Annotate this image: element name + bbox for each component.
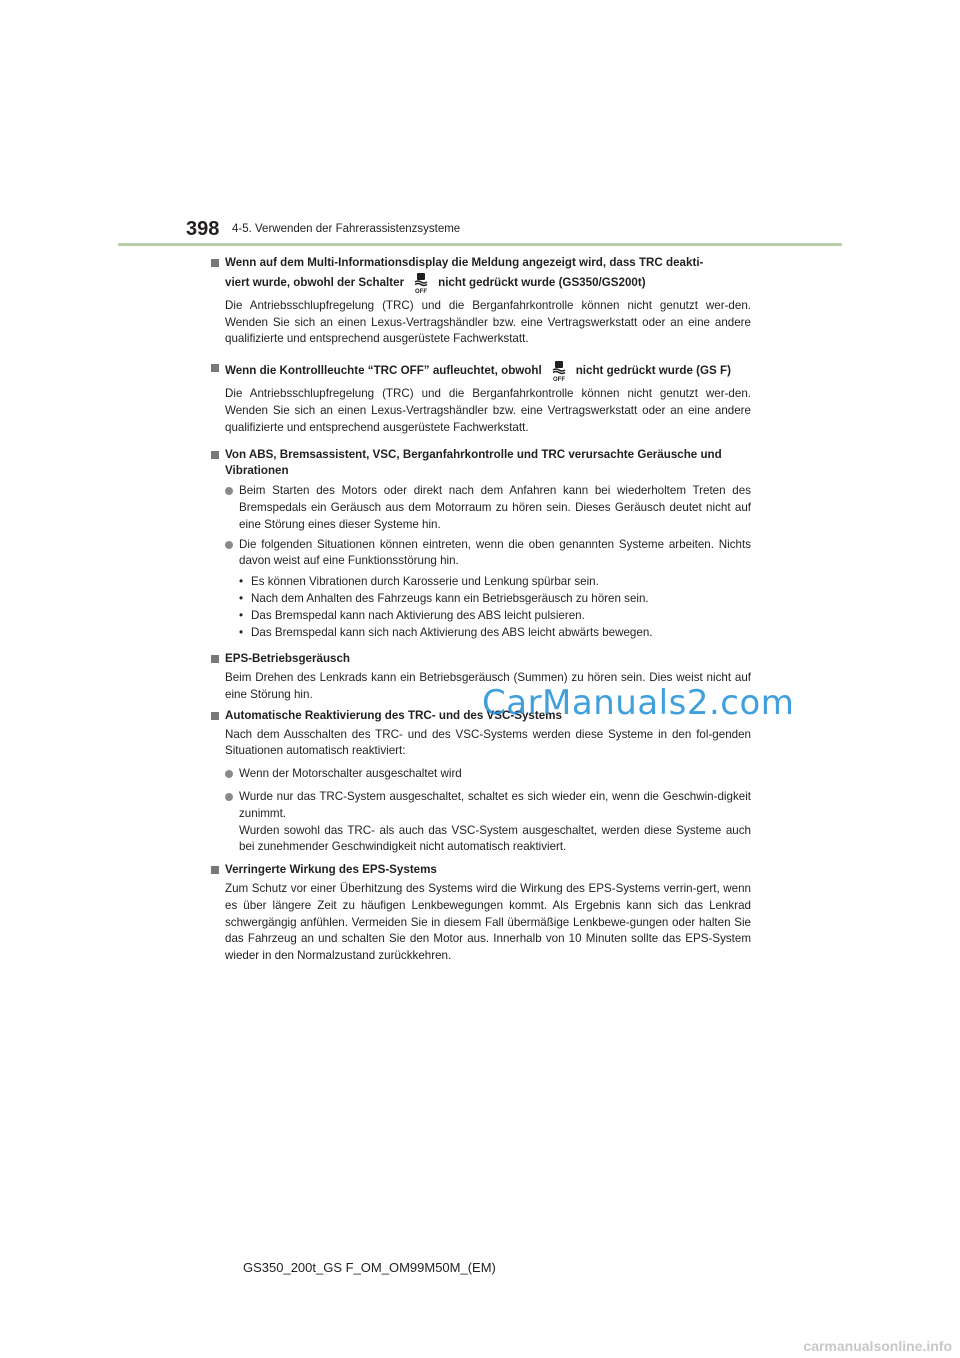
circle-bullet-icon [225,487,233,495]
section-heading [211,862,751,879]
section-heading [211,651,751,668]
circle-bullet-icon [225,793,233,801]
section-heading [211,255,751,294]
square-bullet-icon [211,364,219,372]
bullet-item [211,483,751,533]
heading-text: EPS-Betriebsgeräusch [225,652,351,666]
sub-item: • Es können Vibrationen durch Karosserie und Lenkung spürbar sein. [239,575,599,589]
sub-item: • Das Bremspedal kann sich nach Aktivierung des ABS leicht abwärts bewegen. [239,625,653,639]
section-heading [211,447,751,481]
square-bullet-icon [211,712,219,720]
svg-text:OFF: OFF [415,288,428,294]
bullet-item [211,766,751,783]
sub-item-text: Nach dem Anhalten des Fahrzeugs kann ein Betriebsgeräusch zu hören sein. [251,591,649,605]
circle-bullet-icon [225,770,233,778]
footer-code: GS350_200t_GS F_OM_OM99M50M_(EM) [243,1260,496,1275]
heading-text: Verringerte Wirkung des EPS-Systems [225,863,437,877]
bullet-text: Wenn der Motorschalter ausgeschaltet wird [239,767,462,781]
bullet-item [211,537,751,571]
bullet-text: Wurden sowohl das TRC- als auch das VSC-System ausgeschaltet, werden diese Systeme auch bei zunehmender Geschwindigkeit nicht automatisch reaktiviert. [239,823,751,854]
heading-text: Automatische Reaktivierung des TRC- und des VSC-Systems [225,708,562,722]
sub-item-text: Es können Vibrationen durch Karosserie und Lenkung spürbar sein. [251,575,599,589]
vsc-off-icon [548,360,570,382]
square-bullet-icon [211,655,219,663]
heading-text: Wenn auf dem Multi-Informationsdisplay die Meldung angezeigt wird, dass TRC deakti- [225,256,704,269]
square-bullet-icon [211,259,219,267]
sub-item-text: Das Bremspedal kann sich nach Aktivierung des ABS leicht abwärts bewegen. [251,625,653,639]
bullet-text: Die folgenden Situationen können eintreten, wenn die oben genannten Systeme arbeiten. Nichts davon weist auf eine Funktionsstörung hin. [239,537,751,568]
watermark-text: CarManuals2.com [482,683,795,723]
paragraph: Die Antriebsschlupfregelung (TRC) und die Berganfahrkontrolle können nicht genutzt wer-den. Wenden Sie sich an einen Lexus-Vertragshändler bzw. eine Vertragswerkstatt oder an eine andere qualifizierte und entsprechend ausgerüstete Fachwerkstatt. [225,387,751,434]
sub-item: • Nach dem Anhalten des Fahrzeugs kann ein Betriebsgeräusch zu hören sein. [239,591,649,605]
bullet-item [211,789,751,856]
sub-item: • Das Bremspedal kann nach Aktivierung des ABS leicht pulsieren. [239,608,585,622]
sub-item-text: Das Bremspedal kann nach Aktivierung des ABS leicht pulsieren. [251,608,585,622]
bullet-text: Beim Starten des Motors oder direkt nach dem Anfahren kann bei wiederholtem Treten des Bremspedals ein Geräusch aus dem Motorraum zu hören sein. Dieses Geräusch deutet nicht auf eine Störung eines dieser Systeme hin. [239,484,751,531]
heading-text: Wenn die Kontrollleuchte “TRC OFF” aufleuchtet, obwohl [225,364,542,378]
page-content [211,255,751,965]
section-heading [211,360,751,382]
paragraph: Zum Schutz vor einer Überhitzung des Systems wird die Wirkung des EPS-Systems verrin-gert, wenn es über längere Zeit zu häufigen Lenkbewegungen kommt. Als Ergebnis kann sich das Lenkrad schwergängig anfühlen. Vermeiden Sie in diesem Fall übermäßige Lenkbewe-gungen oder halten Sie das Fahrzeug an und schalten Sie den Motor aus. Innerhalb von 10 Minuten sollte das EPS-System wieder in den Normalzustand zurückkehren. [225,881,751,963]
section-title: 4-5. Verwenden der Fahrerassistenzsysteme [232,223,461,235]
bullet-text: Wurde nur das TRC-System ausgeschaltet, schaltet es sich wieder ein, wenn die Geschwin-digkeit zunimmt. [239,789,751,820]
heading-text: viert wurde, obwohl der Schalter [225,275,405,289]
square-bullet-icon [211,866,219,874]
paragraph: Nach dem Ausschalten des TRC- und des VSC-Systems werden diese Systeme in den fol-genden Situationen automatisch reaktiviert: [225,727,751,758]
heading-text: nicht gedrückt wurde (GS350/GS200t) [438,275,646,289]
square-bullet-icon [211,451,219,459]
header-rule [118,243,842,246]
heading-text: Von ABS, Bremsassistent, VSC, Berganfahrkontrolle und TRC verursachte Geräusche und Vibrationen [225,447,722,478]
page-number: 398 [186,218,220,240]
circle-bullet-icon [225,541,233,549]
svg-text:OFF: OFF [552,377,565,383]
heading-text: nicht gedrückt wurde (GS F) [575,364,731,378]
paragraph: Die Antriebsschlupfregelung (TRC) und die Berganfahrkontrolle können nicht genutzt wer-den. Wenden Sie sich an einen Lexus-Vertragshändler bzw. eine Vertragswerkstatt oder an eine andere qualifizierte und entsprechend ausgerüstete Fachwerkstatt. [225,298,751,346]
site-watermark: carmanualsonline.info [803,1338,952,1354]
vsc-off-icon [410,272,432,294]
paragraph: Beim Drehen des Lenkrads kann ein Betriebsgeräusch (Summen) zu hören sein. Dies weist nicht auf eine Störung hin. [225,671,751,701]
